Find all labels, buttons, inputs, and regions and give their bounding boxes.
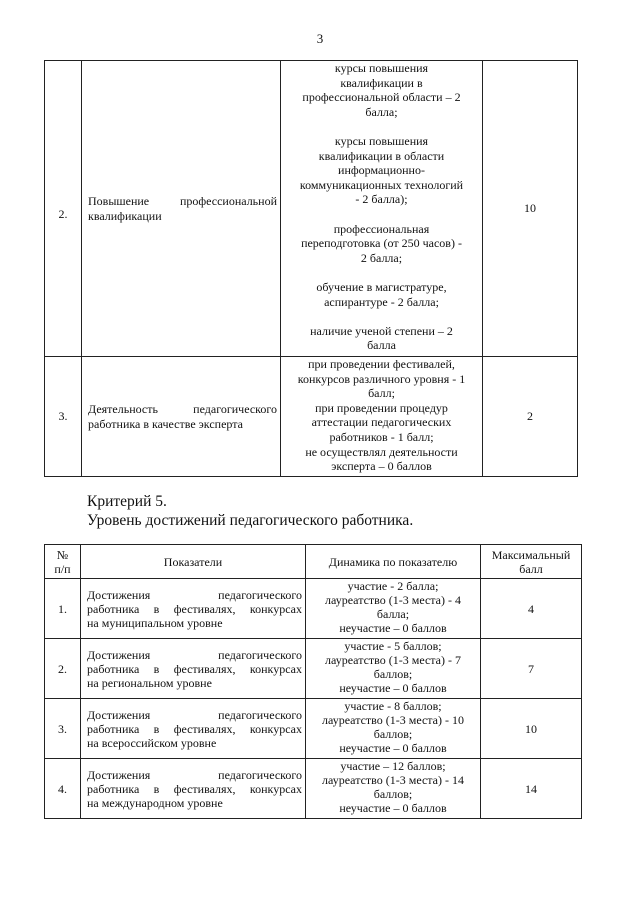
- dynamics-line: баллов;: [373, 727, 413, 741]
- dynamics-line: балла;: [376, 607, 410, 621]
- row-number: 4.: [45, 759, 81, 819]
- dynamics-line: конкурсов различного уровня - 1: [297, 371, 466, 386]
- top-table: [44, 60, 578, 477]
- dynamics-line: наличие ученой степени – 2: [310, 323, 453, 338]
- dynamics-cell: [306, 579, 481, 639]
- dynamics-line: при проведении фестивалей,: [308, 357, 455, 371]
- indicator-line: на муниципальном уровне: [87, 615, 223, 630]
- dynamics-line: участие - 5 баллов;: [344, 639, 442, 653]
- dynamics-line: квалификации в области: [318, 148, 445, 163]
- indicator-line: Достижения педагогического: [87, 707, 302, 722]
- indicator-line: Деятельность педагогического: [88, 401, 277, 416]
- indicator-cell: [81, 639, 306, 699]
- dynamics-line: участие - 2 балла;: [347, 579, 439, 593]
- table-row: [45, 699, 582, 759]
- indicator-cell: [81, 699, 306, 759]
- indicator-cell: [82, 357, 281, 477]
- dynamics-line: профессиональной области – 2: [302, 90, 461, 105]
- indicator-line: работника в качестве эксперта: [88, 416, 243, 431]
- dynamics-line: - 2 балла);: [355, 192, 408, 207]
- dynamics-line: аттестации педагогических: [311, 415, 452, 430]
- dynamics-line: лауреатство (1-3 места) - 7: [325, 653, 461, 667]
- indicator-line: Достижения педагогического: [87, 587, 302, 602]
- table-row: [45, 759, 582, 819]
- dynamics-line: курсы повышения: [334, 61, 429, 75]
- page-number: 3: [316, 31, 324, 46]
- table-row: [45, 639, 582, 699]
- dynamics-line: лауреатство (1-3 места) - 14: [322, 773, 464, 787]
- row-number: 2.: [45, 639, 81, 699]
- header-dynamics: Динамика по показателю: [306, 545, 481, 579]
- indicator-line: Достижения педагогического: [87, 767, 302, 782]
- row-number: 1.: [45, 579, 81, 639]
- max-score-cell: 7: [481, 639, 582, 699]
- dynamics-line: не осуществлял деятельности: [305, 444, 458, 459]
- dynamics-line: лауреатство (1-3 места) - 10: [322, 713, 464, 727]
- dynamics-line: неучастие – 0 баллов: [339, 801, 447, 815]
- dynamics-line: информационно-: [338, 163, 425, 178]
- header-indicators: Показатели: [81, 545, 306, 579]
- dynamics-line: участие - 8 баллов;: [344, 699, 442, 713]
- dynamics-line: лауреатство (1-3 места) - 4: [325, 593, 461, 607]
- indicator-line: работника в фестивалях, конкурсах: [87, 781, 302, 796]
- dynamics-line: курсы повышения: [334, 133, 429, 148]
- dynamics-cell: [306, 639, 481, 699]
- dynamics-cell: [306, 699, 481, 759]
- max-score-cell: 10: [483, 61, 578, 357]
- indicator-line: на региональном уровне: [87, 675, 212, 690]
- criterion-subtitle: Уровень достижений педагогического работника.: [87, 512, 414, 529]
- dynamics-line: 2 балла;: [360, 250, 403, 265]
- indicator-cell: [81, 579, 306, 639]
- dynamics-line: эксперта – 0 баллов: [331, 459, 432, 474]
- row-number: 3.: [45, 357, 82, 477]
- criterion-heading: [87, 492, 413, 530]
- indicator-line: работника в фестивалях, конкурсах: [87, 721, 302, 736]
- indicator-cell: [81, 759, 306, 819]
- dynamics-line: аспирантуре - 2 балла;: [324, 294, 439, 309]
- dynamics-line: обучение в магистратуре,: [316, 279, 447, 294]
- dynamics-line: переподготовка (от 250 часов) -: [301, 236, 462, 251]
- dynamics-line: балл;: [368, 386, 395, 401]
- indicator-line: работника в фестивалях, конкурсах: [87, 661, 302, 676]
- indicator-line: квалификации: [88, 208, 162, 223]
- dynamics-line: баллов;: [373, 667, 413, 681]
- dynamics-line: профессиональная: [333, 221, 430, 236]
- dynamics-line: неучастие – 0 баллов: [339, 741, 447, 755]
- table-row: [45, 357, 578, 477]
- max-score-cell: 14: [481, 759, 582, 819]
- indicator-line: на международном уровне: [87, 795, 223, 810]
- dynamics-line: баллов;: [373, 787, 413, 801]
- dynamics-cell: [281, 357, 483, 477]
- max-score-cell: 4: [481, 579, 582, 639]
- table-header-row: [45, 545, 582, 579]
- dynamics-line: при проведении процедур: [315, 400, 448, 415]
- dynamics-line: работников - 1 балл;: [329, 429, 434, 444]
- dynamics-line: неучастие – 0 баллов: [339, 621, 447, 635]
- header-text: балл: [519, 561, 543, 576]
- header-max-score: [481, 545, 582, 579]
- table-row: [45, 579, 582, 639]
- header-text: №: [56, 547, 69, 562]
- dynamics-line: балла;: [365, 104, 398, 119]
- max-score-cell: 2: [483, 357, 578, 477]
- criterion-title: Критерий 5.: [87, 493, 167, 510]
- header-text: п/п: [54, 561, 71, 576]
- dynamics-line: квалификации в: [340, 75, 423, 90]
- indicator-line: Повышение профессиональной: [88, 193, 277, 208]
- dynamics-cell: [281, 61, 483, 357]
- row-number: 2.: [45, 61, 82, 357]
- indicator-cell: [82, 61, 281, 357]
- indicator-line: работника в фестивалях, конкурсах: [87, 601, 302, 616]
- dynamics-line: коммуникационных технологий: [299, 177, 464, 192]
- criteria-table: [44, 544, 582, 819]
- header-number: [45, 545, 81, 579]
- row-number: 3.: [45, 699, 81, 759]
- indicator-line: Достижения педагогического: [87, 647, 302, 662]
- dynamics-line: участие – 12 баллов;: [340, 759, 446, 773]
- dynamics-line: неучастие – 0 баллов: [339, 681, 447, 695]
- dynamics-cell: [306, 759, 481, 819]
- table-row: [45, 61, 578, 357]
- dynamics-line: балла: [367, 338, 396, 353]
- max-score-cell: 10: [481, 699, 582, 759]
- header-text: Максимальный: [491, 547, 571, 562]
- indicator-line: на всероссийском уровне: [87, 735, 217, 750]
